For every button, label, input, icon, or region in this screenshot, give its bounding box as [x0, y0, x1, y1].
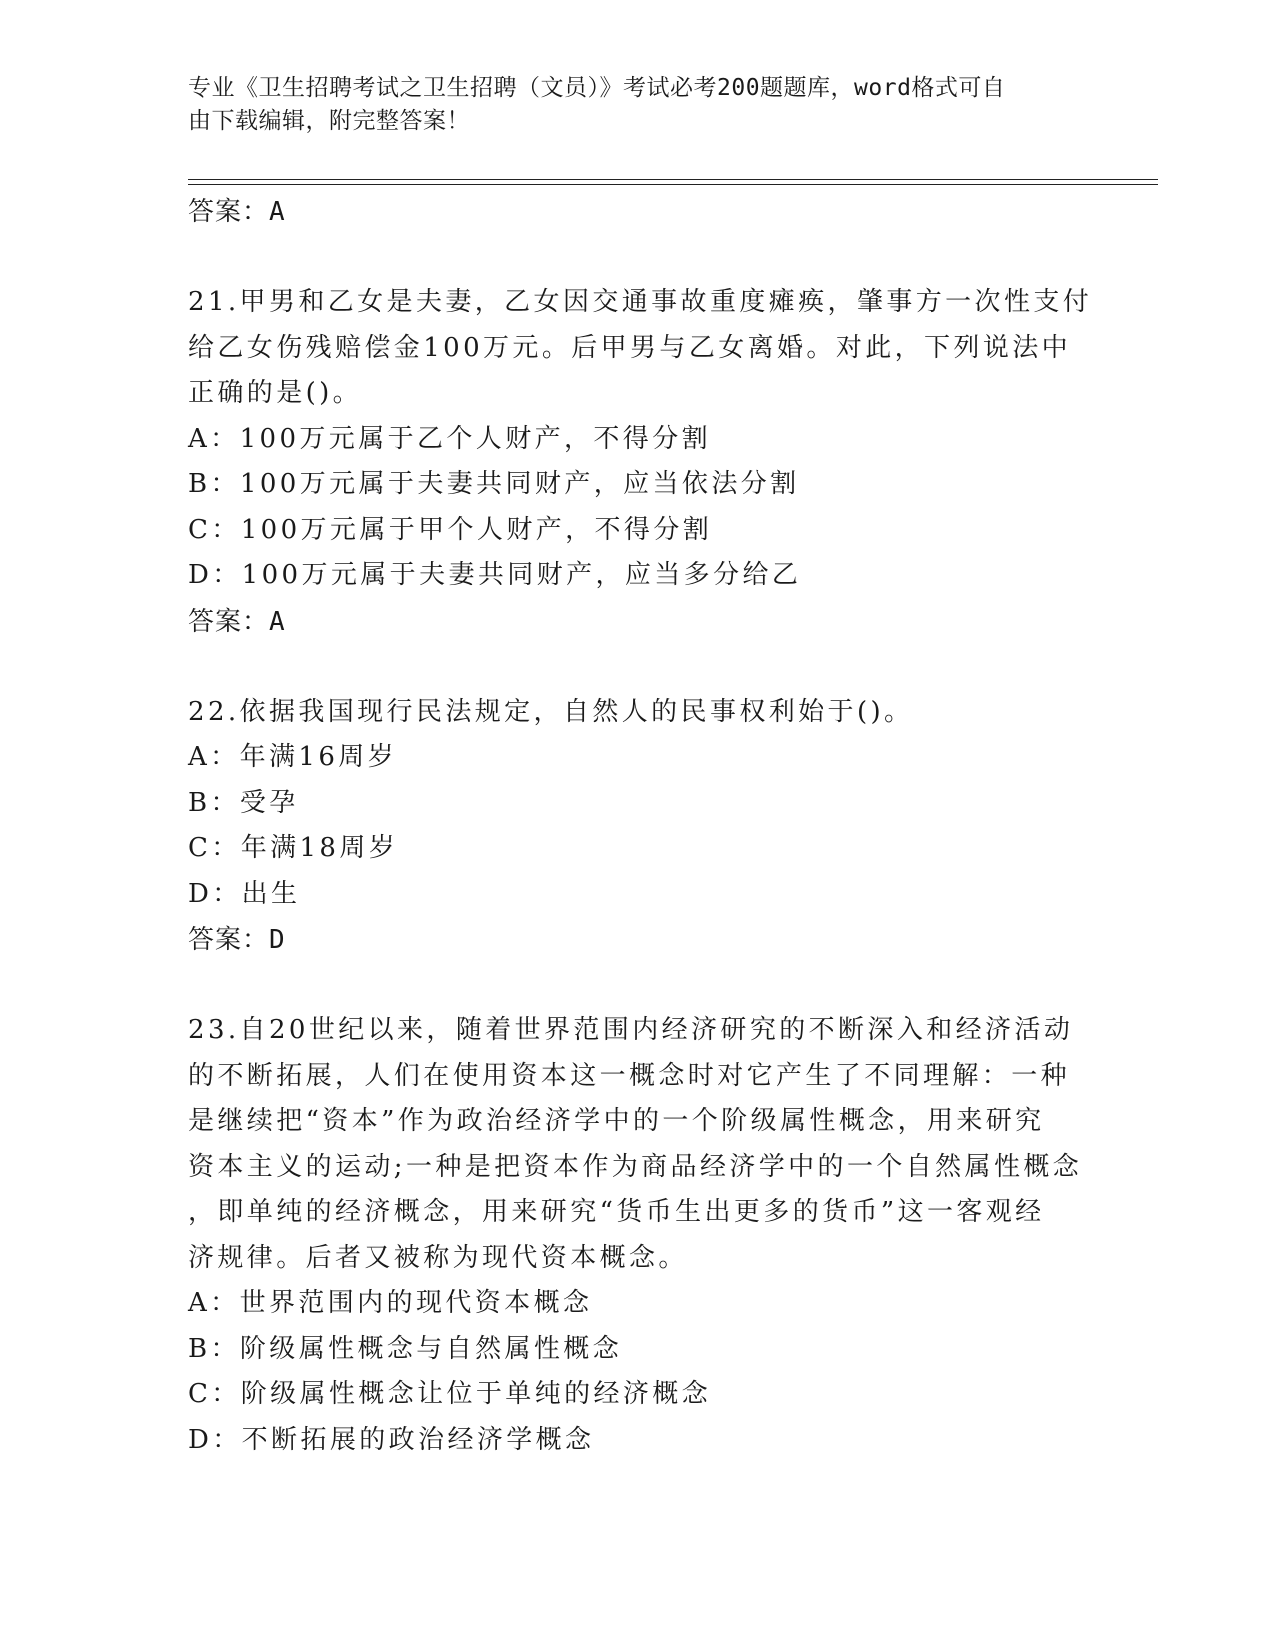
answer: 答案：D: [188, 925, 286, 955]
spacer: [188, 963, 1088, 1008]
document-body: [188, 189, 1093, 1463]
question-23: [188, 1008, 1088, 1463]
option-a: A：年满16周岁: [188, 742, 398, 772]
header-line-2: 由下载编辑，附完整答案！: [188, 108, 470, 134]
option-d: D：不断拓展的政治经济学概念: [188, 1424, 595, 1455]
header-divider-top: [188, 179, 1158, 180]
header-divider-bottom: [188, 184, 1158, 185]
option-c: C：年满18周岁: [188, 833, 399, 863]
option-a: A：100万元属于乙个人财产，不得分割: [188, 423, 712, 454]
question-22: [188, 690, 1088, 964]
option-b: B：受孕: [188, 787, 299, 818]
option-a: A：世界范围内的现代资本概念: [188, 1288, 593, 1318]
question-text-line: 正确的是()。: [188, 378, 363, 408]
spacer: [188, 235, 1088, 280]
option-c: C：阶级属性概念让位于单纯的经济概念: [188, 1379, 712, 1409]
option-b: B：100万元属于夫妻共同财产，应当依法分割: [188, 469, 800, 499]
question-21: [188, 280, 1093, 645]
document-header: [188, 72, 1068, 138]
question-text-line: 23.自20世纪以来，随着世界范围内经济研究的不断深入和经济活动: [188, 1015, 1074, 1045]
option-d: D：出生: [188, 878, 301, 909]
option-c: C：100万元属于甲个人财产，不得分割: [188, 514, 713, 545]
question-text-line: 22.依据我国现行民法规定，自然人的民事权利始于()。: [188, 696, 914, 727]
option-b: B：阶级属性概念与自然属性概念: [188, 1333, 623, 1364]
question-text-line: 资本主义的运动;一种是把资本作为商品经济学中的一个自然属性概念: [188, 1151, 1083, 1182]
previous-answer: 答案：A: [188, 197, 286, 227]
question-text-line: 21.甲男和乙女是夫妻，乙女因交通事故重度瘫痪，肇事方一次性支付: [188, 287, 1093, 317]
question-text-line: ，即单纯的经济概念，用来研究“货币生出更多的货币”这一客观经: [188, 1197, 1045, 1227]
header-line-1: 专业《卫生招聘考试之卫生招聘（文员）》考试必考200题题库，word格式可自: [188, 75, 1006, 101]
answer: 答案：A: [188, 606, 286, 637]
option-d: D：100万元属于夫妻共同财产，应当多分给乙: [188, 560, 802, 590]
question-text-line: 济规律。后者又被称为现代资本概念。: [188, 1242, 688, 1273]
question-text-line: 是继续把“资本”作为政治经济学中的一个阶级属性概念，用来研究: [188, 1106, 1045, 1136]
spacer: [188, 645, 1088, 690]
question-text-line: 的不断拓展，人们在使用资本这一概念时对它产生了不同理解：一种: [188, 1060, 1071, 1091]
question-text-line: 给乙女伤残赔偿金100万元。后甲男与乙女离婚。对此，下列说法中: [188, 332, 1072, 363]
